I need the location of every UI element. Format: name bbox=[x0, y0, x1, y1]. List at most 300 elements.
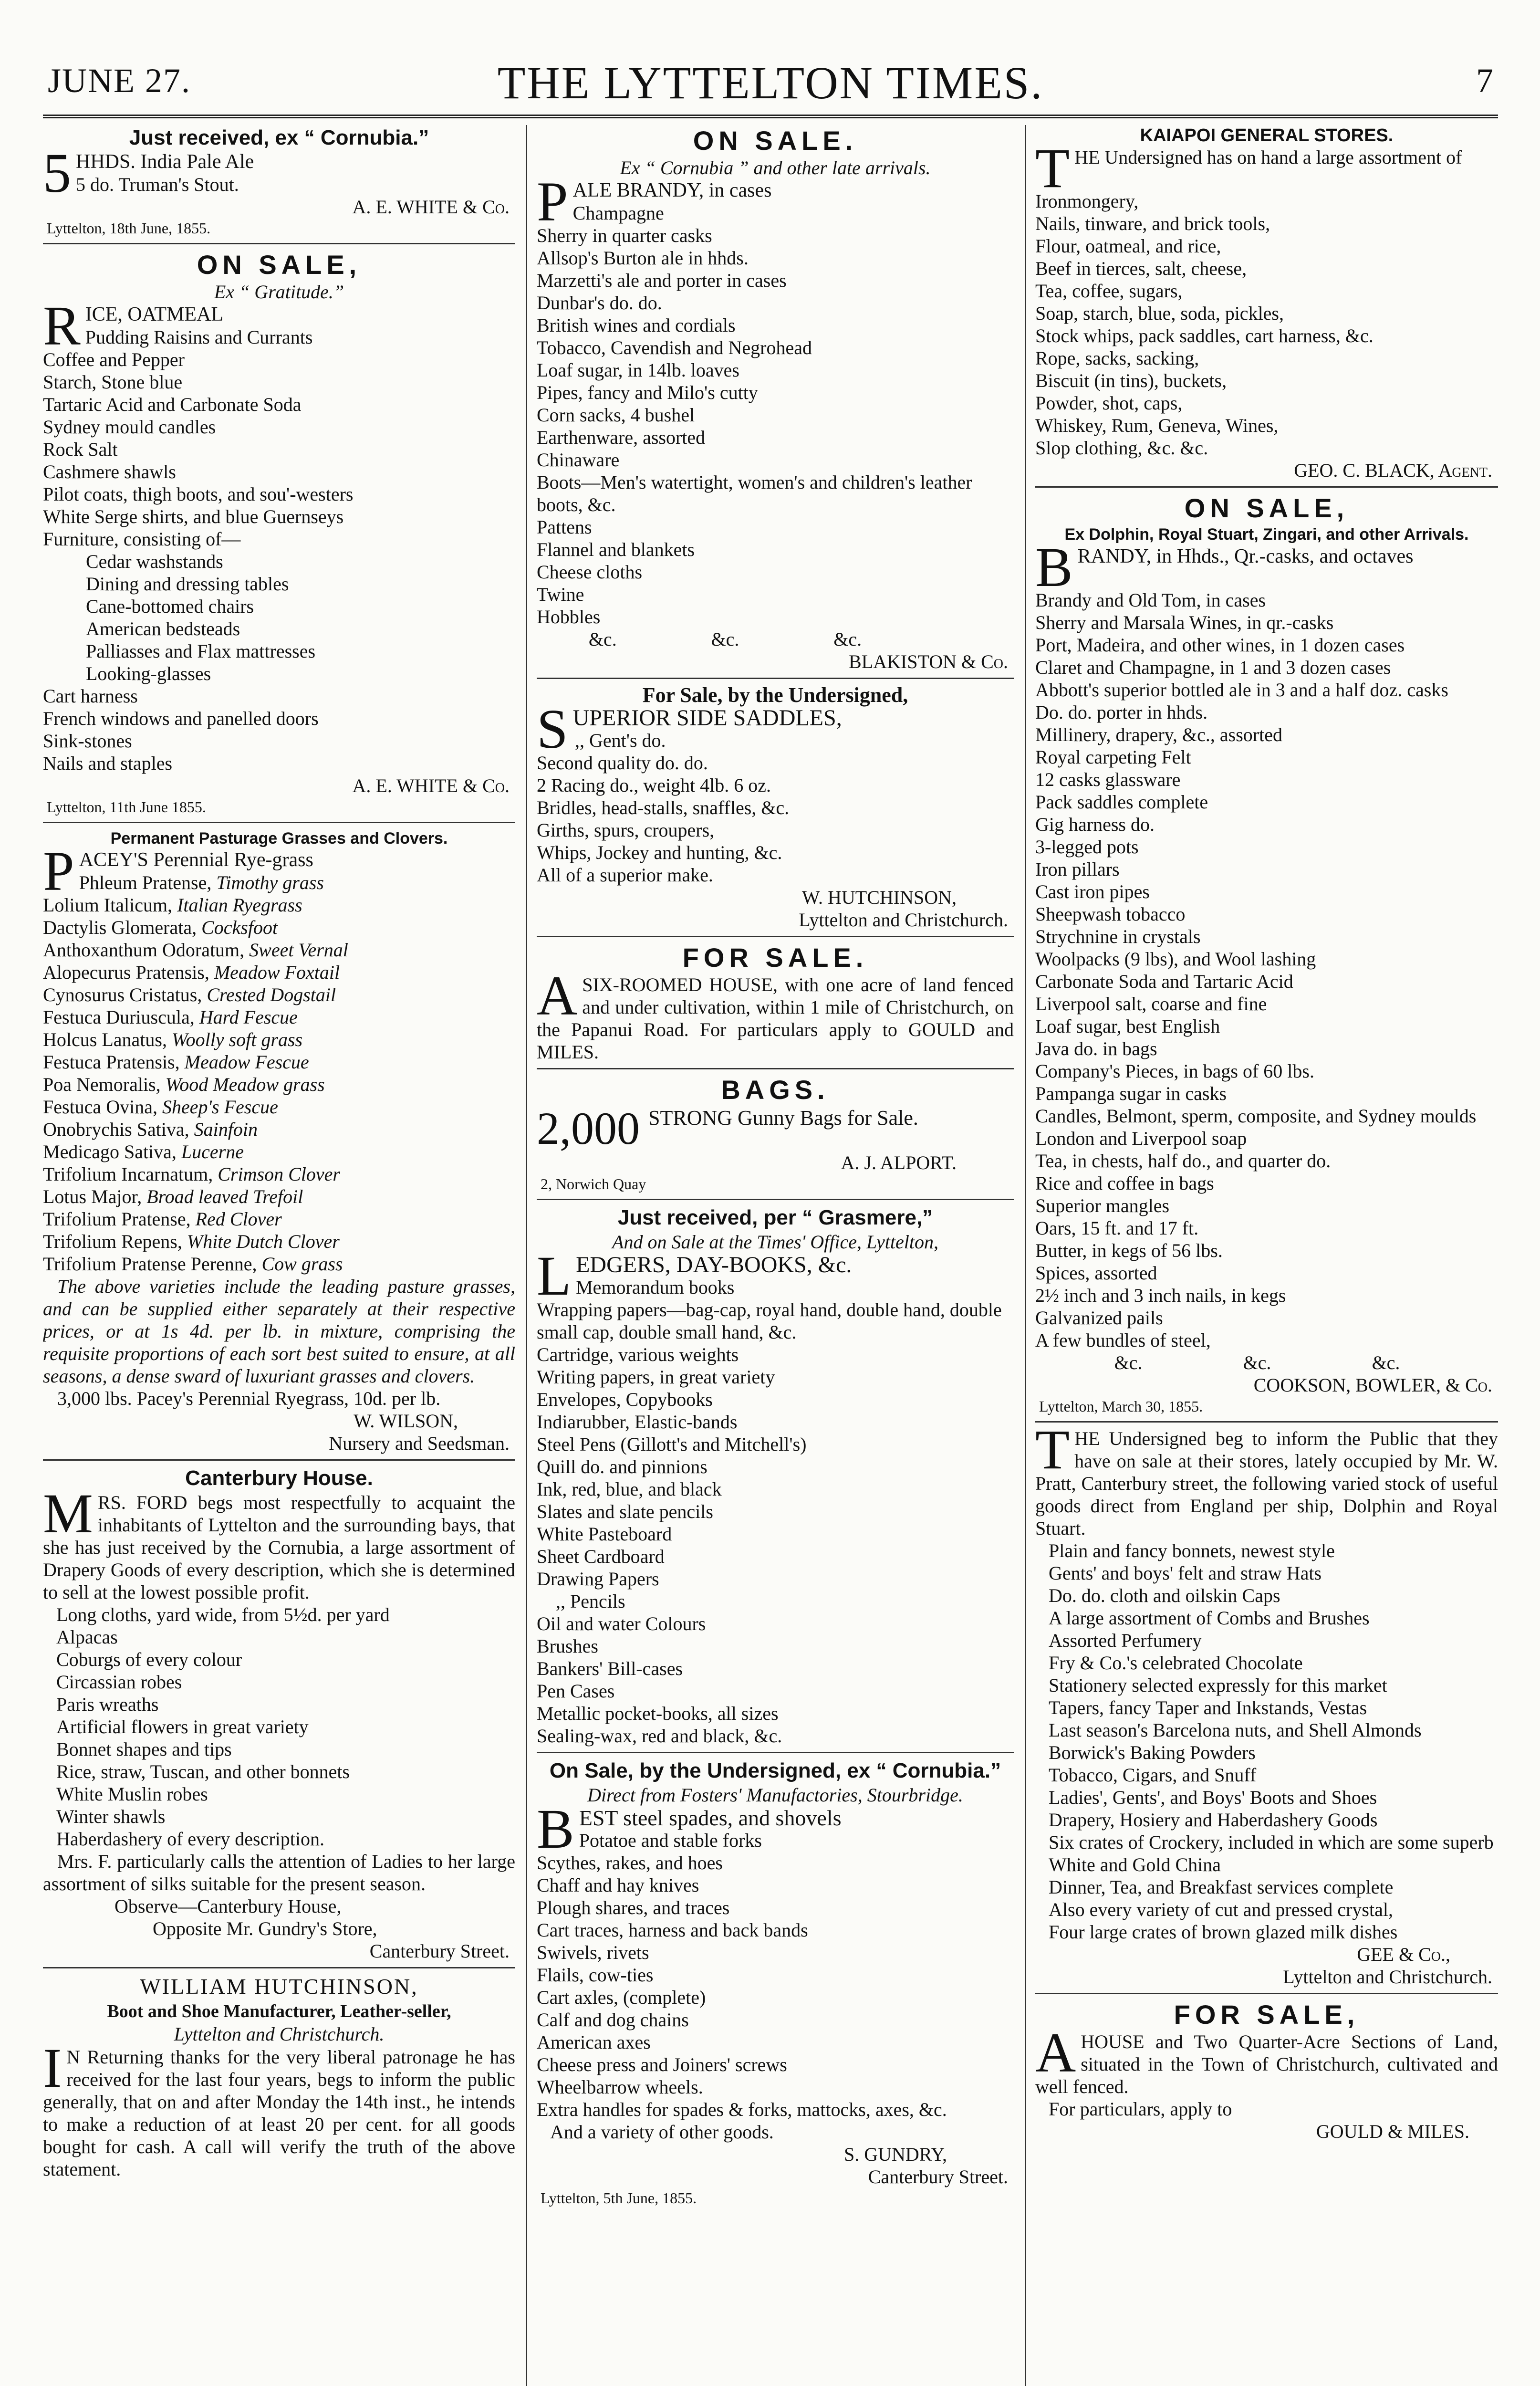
grass-common: Meadow Fescue bbox=[184, 1051, 309, 1073]
advert-line: ICE, OATMEAL bbox=[85, 303, 224, 325]
grass-item bbox=[43, 1096, 515, 1118]
advert-grasmere-stationery bbox=[537, 1199, 1014, 1747]
grass-common: Lucerne bbox=[181, 1141, 244, 1162]
advert-signature: S. GUNDRY, bbox=[844, 2144, 947, 2165]
grass-item bbox=[43, 984, 515, 1006]
grass-latin: Festuca Duriuscula, bbox=[43, 1006, 195, 1028]
advert-line: Cart harness bbox=[43, 685, 138, 707]
advert-line: Cart axles, (complete) bbox=[537, 1987, 706, 2008]
drop-cap: I bbox=[43, 2037, 62, 2099]
advert-line: Loaf sugar, best English bbox=[1035, 1015, 1220, 1037]
advert-line: Drawing Papers bbox=[537, 1568, 659, 1590]
drop-cap: L bbox=[537, 1245, 572, 1307]
advert-place: Lyttelton and Christchurch. bbox=[174, 2023, 385, 2045]
advert-line: Girths, spurs, croupers, bbox=[537, 819, 715, 841]
advert-address: Opposite Mr. Gundry's Store, bbox=[153, 1918, 377, 1939]
advert-line: Galvanized pails bbox=[1035, 1307, 1163, 1329]
advert-line: Beef in tierces, salt, cheese, bbox=[1035, 258, 1247, 279]
advert-body: RS. FORD begs most respectfully to acquaint the inhabitants of Lyttelton and the surrounding bays, that she has just received by the Cornubia, a large assortment of Drapery Goods of every description, which she is determined to sell at the lowest possible profit. bbox=[43, 1492, 515, 1603]
advert-line: Extra handles for spades & forks, mattocks, axes, &c. bbox=[537, 2099, 947, 2120]
advert-line: Circassian robes bbox=[56, 1671, 182, 1693]
advert-line: Looking-glasses bbox=[86, 663, 211, 684]
advert-heading: ON SALE. bbox=[693, 126, 858, 156]
advert-line: Borwick's Baking Powders bbox=[1049, 1742, 1256, 1763]
advert-body: HE Undersigned beg to inform the Public that they have on sale at their stores, lately occupied by Mr. W. Pratt, Canterbury street, the following varied stock of useful goods direct from England per ship, Dolphin and Royal Stuart. bbox=[1035, 1428, 1498, 1539]
grass-item bbox=[43, 1118, 515, 1141]
column-rule bbox=[526, 125, 527, 2386]
etc-line bbox=[1035, 1351, 1498, 1374]
advert-subheading: And on Sale at the Times' Office, Lyttelton, bbox=[612, 1231, 938, 1253]
advert-line: Pudding Raisins and Currants bbox=[85, 326, 313, 348]
advert-line: London and Liverpool soap bbox=[1035, 1128, 1247, 1149]
etc: &c. bbox=[1114, 1352, 1143, 1373]
advert-subheading: Ex “ Cornubia ” and other late arrivals. bbox=[620, 157, 931, 178]
etc: &c. bbox=[1243, 1352, 1271, 1373]
advert-line: Do. do. cloth and oilskin Caps bbox=[1049, 1585, 1280, 1606]
advert-line: Whiskey, Rum, Geneva, Wines, bbox=[1035, 415, 1279, 436]
advert-signature: BLAKISTON & Co. bbox=[849, 651, 1008, 672]
advert-line: Chinaware bbox=[537, 449, 620, 471]
advert-line: Sheet Cardboard bbox=[537, 1546, 665, 1567]
grass-latin: Poa Nemoralis, bbox=[43, 1074, 161, 1095]
advert-line: White Pasteboard bbox=[537, 1523, 672, 1545]
advert-line: ACEY'S Perennial Rye-grass bbox=[79, 849, 313, 871]
advert-line: Do. do. porter in hhds. bbox=[1035, 701, 1208, 723]
grass-item bbox=[43, 916, 515, 939]
grass-common: Cow grass bbox=[261, 1253, 343, 1275]
advert-heading: ON SALE, bbox=[1184, 493, 1349, 523]
advert-line: Furniture, consisting of— bbox=[43, 528, 241, 550]
advert-line: Brushes bbox=[537, 1635, 598, 1657]
advert-line: Coburgs of every colour bbox=[56, 1649, 242, 1670]
advert-body: N Returning thanks for the very liberal patronage he has received for the last four years, begs to inform the public generally, that on and after Monday the 14th inst., he intends to make a reduction of at least 20 per cent. for all goods bought for cash. A call will verify the truth of the above statement. bbox=[43, 2046, 515, 2180]
advert-line: Rope, sacks, sacking, bbox=[1035, 347, 1199, 369]
grass-common: White Dutch Clover bbox=[187, 1231, 340, 1252]
advert-line: Biscuit (in tins), buckets, bbox=[1035, 370, 1227, 391]
advert-line: Calf and dog chains bbox=[537, 2009, 689, 2030]
grass-common: Sheep's Fescue bbox=[162, 1096, 278, 1118]
advert-line: Pack saddles complete bbox=[1035, 791, 1208, 813]
advert-line: Allsop's Burton ale in hhds. bbox=[537, 247, 749, 269]
grass-common: Hard Fescue bbox=[199, 1006, 298, 1028]
etc: &c. bbox=[1372, 1352, 1400, 1373]
advert-line: American axes bbox=[537, 2031, 651, 2053]
advert-line: Bridles, head-stalls, snaffles, &c. bbox=[537, 797, 790, 818]
advert-signature: W. HUTCHINSON, bbox=[801, 887, 957, 908]
page-number: 7 bbox=[1476, 62, 1493, 100]
column-2 bbox=[537, 125, 1014, 2386]
advert-line: ALE BRANDY, in cases bbox=[572, 179, 772, 201]
advert-line: Long cloths, yard wide, from 5½d. per yard bbox=[56, 1604, 390, 1625]
advert-line: Royal carpeting Felt bbox=[1035, 746, 1191, 768]
advert-signature: W. WILSON, bbox=[354, 1410, 458, 1432]
advert-line: Ink, red, blue, and black bbox=[537, 1478, 722, 1500]
advert-line: Haberdashery of every description. bbox=[56, 1828, 324, 1850]
advert-line: Cast iron pipes bbox=[1035, 881, 1150, 902]
etc: &c. bbox=[588, 628, 617, 650]
advert-signature: GOULD & MILES. bbox=[1316, 2121, 1469, 2142]
advert-line: Cheese cloths bbox=[537, 561, 643, 583]
advert-six-roomed-house bbox=[537, 936, 1014, 1063]
advert-body: HE Undersigned has on hand a large assortment of bbox=[1074, 147, 1462, 168]
advert-line: Sealing-wax, red and black, &c. bbox=[537, 1725, 782, 1747]
advert-line: Pipes, fancy and Milo's cutty bbox=[537, 382, 758, 403]
advert-line: Rice and coffee in bags bbox=[1035, 1172, 1214, 1194]
grass-latin: Cynosurus Cristatus, bbox=[43, 984, 202, 1005]
advert-hutchinson-boots bbox=[43, 1967, 515, 2180]
drop-cap: T bbox=[1035, 1418, 1070, 1481]
advert-gee-and-co bbox=[1035, 1418, 1498, 1988]
advert-line: Wheelbarrow wheels. bbox=[537, 2076, 703, 2098]
advert-bags bbox=[537, 1068, 1014, 1194]
advert-line: Palliasses and Flax mattresses bbox=[86, 640, 316, 662]
advert-side-saddles bbox=[537, 678, 1014, 931]
advert-line: Tapers, fancy Taper and Inkstands, Vestas bbox=[1049, 1697, 1367, 1718]
advert-line: Carbonate Soda and Tartaric Acid bbox=[1035, 971, 1293, 992]
advert-line: Chaff and hay knives bbox=[537, 1874, 699, 1896]
grass-latin: Trifolium Incarnatum, bbox=[43, 1163, 213, 1185]
advert-line: Writing papers, in great variety bbox=[537, 1366, 775, 1388]
advert-line: Hobbles bbox=[537, 606, 601, 628]
advert-gundry-hardware bbox=[537, 1752, 1014, 2208]
advert-line: Flannel and blankets bbox=[537, 539, 695, 560]
advert-grasses bbox=[43, 822, 515, 1455]
advert-line: Quill do. and pinnions bbox=[537, 1456, 708, 1477]
grass-item bbox=[43, 1208, 515, 1230]
advert-line: Candles, Belmont, sperm, composite, and Sydney moulds bbox=[1035, 1105, 1477, 1127]
advert-line: Company's Pieces, in bags of 60 lbs. bbox=[1035, 1060, 1314, 1082]
grass-common: Italian Ryegrass bbox=[177, 894, 302, 916]
advert-line: Memorandum books bbox=[576, 1277, 735, 1298]
advert-line: Bonnet shapes and tips bbox=[56, 1738, 232, 1760]
advert-line: Metallic pocket-books, all sizes bbox=[537, 1703, 779, 1724]
advert-line: Dunbar's do. do. bbox=[537, 292, 662, 314]
advert-line: Swivels, rivets bbox=[537, 1942, 649, 1963]
advert-heading: Just received, per “ Grasmere,” bbox=[617, 1206, 933, 1229]
grass-latin: Lolium Italicum, bbox=[43, 894, 173, 916]
advert-line: Coffee and Pepper bbox=[43, 349, 185, 370]
advert-body: STRONG Gunny Bags for Sale. bbox=[648, 1106, 918, 1130]
grass-item bbox=[43, 1163, 515, 1185]
grass-item bbox=[43, 1185, 515, 1208]
drop-cap: P bbox=[43, 840, 74, 902]
advert-line: White Serge shirts, and blue Guernseys bbox=[43, 506, 344, 527]
advert-note: Mrs. F. particularly calls the attention of Ladies to her large assortment of silks suitable for the present season. bbox=[43, 1851, 515, 1894]
advert-line: Butter, in kegs of 56 lbs. bbox=[1035, 1240, 1223, 1261]
grass-common: Timothy grass bbox=[216, 872, 324, 893]
grass-latin: Festuca Pratensis, bbox=[43, 1051, 180, 1073]
advert-line: Corn sacks, 4 bushel bbox=[537, 404, 695, 426]
advert-line: Rice, straw, Tuscan, and other bonnets bbox=[56, 1761, 350, 1782]
advert-heading: Canterbury House. bbox=[185, 1466, 373, 1490]
advert-line: Earthenware, assorted bbox=[537, 427, 706, 448]
advert-observe: Observe—Canterbury House, bbox=[114, 1895, 342, 1917]
advert-line: Marzetti's ale and porter in cases bbox=[537, 270, 787, 291]
advert-line: British wines and cordials bbox=[537, 314, 736, 336]
advert-heading: ON SALE, bbox=[197, 250, 362, 280]
advert-line: Woolpacks (9 lbs), and Wool lashing bbox=[1035, 948, 1316, 970]
advert-line: Flour, oatmeal, and rice, bbox=[1035, 235, 1221, 257]
grass-latin: Onobrychis Sativa, bbox=[43, 1119, 189, 1140]
advert-line: Flails, cow-ties bbox=[537, 1964, 654, 1986]
grass-item bbox=[43, 1230, 515, 1253]
advert-line: Slates and slate pencils bbox=[537, 1501, 713, 1522]
advert-line: Potatoe and stable forks bbox=[579, 1830, 762, 1851]
advert-heading: Permanent Pasturage Grasses and Clovers. bbox=[110, 829, 448, 848]
masthead bbox=[43, 56, 1498, 109]
grass-latin: Festuca Ovina, bbox=[43, 1096, 157, 1118]
advert-line: Last season's Barcelona nuts, and Shell Almonds bbox=[1049, 1719, 1422, 1741]
advert-line: Slop clothing, &c. &c. bbox=[1035, 437, 1208, 459]
etc: &c. bbox=[711, 628, 739, 650]
advert-line: Claret and Champagne, in 1 and 3 dozen cases bbox=[1035, 657, 1391, 678]
advert-line: Cashmere shawls bbox=[43, 461, 176, 482]
drop-cap: P bbox=[537, 170, 568, 233]
advert-line: Sherry and Marsala Wines, in qr.-casks bbox=[1035, 612, 1334, 633]
bags-quantity: 2,000 bbox=[537, 1103, 640, 1154]
advert-line: Drapery, Hosiery and Haberdashery Goods bbox=[1049, 1809, 1378, 1831]
advert-line: Ironmongery, bbox=[1035, 190, 1139, 212]
advert-line: 3-legged pots bbox=[1035, 836, 1139, 858]
advert-line: Sherry in quarter casks bbox=[537, 225, 712, 246]
advert-line: Cane-bottomed chairs bbox=[86, 596, 254, 617]
grass-item bbox=[43, 1006, 515, 1028]
advert-line: Cheese press and Joiners' screws bbox=[537, 2054, 787, 2075]
advert-heading: For Sale, by the Undersigned, bbox=[642, 683, 908, 707]
drop-cap: R bbox=[43, 294, 81, 357]
advert-line: 2 Racing do., weight 4lb. 6 oz. bbox=[537, 774, 771, 796]
advert-line: Winter shawls bbox=[56, 1806, 166, 1827]
grass-latin: Alopecurus Pratensis, bbox=[43, 962, 209, 983]
grass-latin: Holcus Lanatus, bbox=[43, 1029, 167, 1050]
advert-line: Dining and dressing tables bbox=[86, 573, 289, 595]
advert-line: Starch, Stone blue bbox=[43, 371, 183, 393]
grass-common: Meadow Foxtail bbox=[214, 962, 340, 983]
etc-line bbox=[537, 628, 1014, 650]
advert-heading: KAIAPOI GENERAL STORES. bbox=[1140, 126, 1394, 146]
advert-ale bbox=[43, 125, 515, 238]
grass-common: Broad leaved Trefoil bbox=[146, 1186, 303, 1207]
advert-line: Tobacco, Cigars, and Snuff bbox=[1049, 1764, 1257, 1786]
advert-line: 5 do. Truman's Stout. bbox=[76, 174, 239, 195]
advert-line: Plain and fancy bonnets, newest style bbox=[1049, 1540, 1335, 1561]
advert-line: HHDS. India Pale Ale bbox=[76, 151, 254, 173]
drop-cap: A bbox=[537, 964, 578, 1027]
advert-line: Cart traces, harness and back bands bbox=[537, 1919, 808, 1941]
grass-common: Crested Dogstail bbox=[207, 984, 336, 1005]
advert-house-quarter-acre bbox=[1035, 1993, 1498, 2143]
grass-common: Woolly soft grass bbox=[171, 1029, 303, 1050]
advert-line: EDGERS, DAY-BOOKS, &c. bbox=[576, 1252, 852, 1277]
advert-line: Alpacas bbox=[56, 1626, 118, 1648]
advert-line: ,, Pencils bbox=[556, 1591, 625, 1612]
advert-date: Lyttelton, 11th June 1855. bbox=[47, 798, 206, 816]
etc: &c. bbox=[833, 628, 862, 650]
advert-heading: FOR SALE, bbox=[1174, 1999, 1360, 2030]
drop-cap: B bbox=[1035, 536, 1073, 598]
advert-signature-line: Lyttelton and Christchurch. bbox=[1283, 1966, 1492, 1988]
grass-latin: Trifolium Repens, bbox=[43, 1231, 182, 1252]
grass-common: Sainfoin bbox=[194, 1119, 258, 1140]
advert-line: Sydney mould candles bbox=[43, 416, 216, 438]
advert-line: Rock Salt bbox=[43, 439, 118, 460]
advert-line: Paris wreaths bbox=[56, 1694, 159, 1715]
advert-line: Stock whips, pack saddles, cart harness, &c. bbox=[1035, 325, 1374, 346]
advert-line: Wrapping papers—bag-cap, royal hand, double hand, double small cap, double small hand, &c. bbox=[537, 1299, 1002, 1343]
grass-latin: Anthoxanthum Odoratum, bbox=[43, 939, 245, 961]
advert-heading: FOR SALE. bbox=[682, 942, 868, 973]
column-1 bbox=[43, 125, 515, 2386]
advert-line: Cartridge, various weights bbox=[537, 1344, 739, 1365]
drop-cap: S bbox=[537, 698, 568, 760]
advert-line: And a variety of other goods. bbox=[550, 2121, 774, 2143]
grass-latin: Lotus Major, bbox=[43, 1186, 142, 1207]
drop-cap: T bbox=[1035, 137, 1070, 199]
grass-item bbox=[43, 1073, 515, 1096]
advert-line: Pampanga sugar in casks bbox=[1035, 1083, 1227, 1104]
advert-line: Steel Pens (Gillott's and Mitchell's) bbox=[537, 1434, 807, 1455]
grass-item bbox=[43, 1141, 515, 1163]
advert-line: Spices, assorted bbox=[1035, 1262, 1157, 1284]
advert-line: Java do. in bags bbox=[1035, 1038, 1157, 1059]
advert-line: Assorted Perfumery bbox=[1049, 1630, 1202, 1651]
drop-cap: B bbox=[537, 1798, 574, 1860]
advert-date: Lyttelton, 5th June, 1855. bbox=[541, 2189, 697, 2207]
advert-apply: For particulars, apply to bbox=[1049, 2098, 1232, 2120]
grass-item bbox=[43, 1253, 515, 1275]
advert-line: White Muslin robes bbox=[56, 1783, 208, 1805]
advert-line: Bankers' Bill-cases bbox=[537, 1658, 683, 1679]
advert-date: Lyttelton, 18th June, 1855. bbox=[47, 220, 211, 237]
advert-date: Lyttelton, March 30, 1855. bbox=[1039, 1398, 1203, 1415]
advert-line: Superior mangles bbox=[1035, 1195, 1170, 1216]
advert-line: Gig harness do. bbox=[1035, 814, 1155, 835]
advert-signature: A. E. WHITE & Co. bbox=[352, 775, 510, 796]
advert-line: Pilot coats, thigh boots, and sou'-westers bbox=[43, 483, 354, 505]
advert-address: 2, Norwich Quay bbox=[541, 1175, 646, 1193]
advert-line: Second quality do. do. bbox=[537, 752, 708, 774]
advert-line: UPERIOR SIDE SADDLES, bbox=[572, 705, 842, 731]
advert-subheading: Ex “ Gratitude.” bbox=[214, 281, 344, 303]
advert-line: Millinery, drapery, &c., assorted bbox=[1035, 724, 1282, 745]
advert-pale-brandy bbox=[537, 125, 1014, 673]
grass-common: Crimson Clover bbox=[218, 1163, 340, 1185]
advert-line: American bedsteads bbox=[86, 618, 240, 639]
advert-body: RANDY, in Hhds., Qr.-casks, and octaves bbox=[1077, 545, 1414, 567]
advert-heading: BAGS. bbox=[721, 1075, 830, 1105]
advert-line: Ladies', Gents', and Boys' Boots and Shoes bbox=[1049, 1787, 1377, 1808]
advert-line: Scythes, rakes, and hoes bbox=[537, 1852, 723, 1873]
advert-heading: WILLIAM HUTCHINSON, bbox=[140, 1974, 418, 1999]
advert-line: Tea, coffee, sugars, bbox=[1035, 280, 1183, 302]
grass-item bbox=[43, 871, 515, 894]
advert-line: All of a superior make. bbox=[537, 864, 713, 886]
advert-line: Nails and staples bbox=[43, 753, 173, 774]
advert-kaiapoi-stores bbox=[1035, 125, 1498, 481]
grass-common: Wood Meadow grass bbox=[165, 1074, 325, 1095]
advert-body: SIX-ROOMED HOUSE, with one acre of land fenced and under cultivation, within 1 mile of Christchurch, on the Papanui Road. For particulars apply to GOULD and MILES. bbox=[537, 974, 1014, 1063]
advert-line: Oil and water Colours bbox=[537, 1613, 706, 1634]
grass-latin: Trifolium Pratense, bbox=[43, 1208, 191, 1230]
advert-line: Stationery selected expressly for this market bbox=[1049, 1674, 1387, 1696]
grass-common: Red Clover bbox=[195, 1208, 282, 1230]
advert-line: Also every variety of cut and pressed crystal, bbox=[1049, 1899, 1393, 1920]
advert-line: A large assortment of Combs and Brushes bbox=[1049, 1607, 1370, 1629]
advert-line: Envelopes, Copybooks bbox=[537, 1389, 713, 1410]
grass-latin: Dactylis Glomerata, bbox=[43, 917, 197, 938]
masthead-rule bbox=[43, 115, 1498, 118]
advert-line: Port, Madeira, and other wines, in 1 dozen cases bbox=[1035, 634, 1405, 656]
grass-common: Cocksfoot bbox=[201, 917, 278, 938]
advert-line: Tea, in chests, half do., and quarter do. bbox=[1035, 1150, 1331, 1172]
advert-line: ,, Gent's do. bbox=[575, 730, 666, 751]
drop-cap: A bbox=[1035, 2021, 1076, 2084]
advert-signature-line: Nursery and Seedsman. bbox=[329, 1433, 510, 1454]
advert-line: Gents' and boys' felt and straw Hats bbox=[1049, 1562, 1322, 1584]
advert-line: Champagne bbox=[572, 202, 664, 224]
grass-item bbox=[43, 894, 515, 916]
advert-line: Dinner, Tea, and Breakfast services complete bbox=[1049, 1876, 1394, 1898]
advert-signature: A. E. WHITE & Co. bbox=[352, 196, 510, 218]
advert-subheading: Ex Dolphin, Royal Stuart, Zingari, and other Arrivals. bbox=[1064, 525, 1469, 544]
advert-line: Abbott's superior bottled ale in 3 and a half doz. casks bbox=[1035, 679, 1448, 701]
advert-line: Strychnine in crystals bbox=[1035, 926, 1201, 947]
advert-line: Plough shares, and traces bbox=[537, 1897, 730, 1918]
advert-line: 2½ inch and 3 inch nails, in kegs bbox=[1035, 1285, 1286, 1306]
advert-line: Pen Cases bbox=[537, 1680, 615, 1702]
advert-line: Powder, shot, caps, bbox=[1035, 392, 1183, 414]
advert-line: Iron pillars bbox=[1035, 858, 1120, 880]
advert-cookson-bowler bbox=[1035, 486, 1498, 1416]
advert-signature: GEE & Co., bbox=[1357, 1944, 1450, 1965]
advert-subheading: Direct from Fosters' Manufactories, Stourbridge. bbox=[587, 1784, 963, 1806]
advert-line: Fry & Co.'s celebrated Chocolate bbox=[1049, 1652, 1303, 1674]
advert-signature: GEO. C. BLACK, Agent. bbox=[1294, 460, 1492, 481]
advert-line: French windows and panelled doors bbox=[43, 708, 319, 729]
column-rule bbox=[1025, 125, 1026, 2386]
advert-price: 3,000 lbs. Pacey's Perennial Ryegrass, 10d. per lb. bbox=[57, 1388, 441, 1409]
advert-line: Boots—Men's watertight, women's and children's leather boots, &c. bbox=[537, 471, 972, 515]
advert-body: HOUSE and Two Quarter-Acre Sections of Land, situated in the Town of Christchurch, cultivated and well fenced. bbox=[1035, 2031, 1498, 2097]
advert-line: Four large crates of brown glazed milk dishes bbox=[1049, 1921, 1398, 1943]
grass-latin: Trifolium Pratense Perenne, bbox=[43, 1253, 257, 1275]
advert-gratitude bbox=[43, 243, 515, 817]
advert-heading: Just received, ex “ Cornubia.” bbox=[129, 126, 429, 149]
advert-line: 12 casks glassware bbox=[1035, 769, 1181, 790]
grass-item bbox=[43, 1051, 515, 1073]
advert-line: Brandy and Old Tom, in cases bbox=[1035, 589, 1266, 611]
advert-line: Tartaric Acid and Carbonate Soda bbox=[43, 394, 302, 415]
advert-heading: On Sale, by the Undersigned, ex “ Cornubia.” bbox=[549, 1759, 1001, 1782]
advert-line: Liverpool salt, coarse and fine bbox=[1035, 993, 1267, 1015]
advert-line: Nails, tinware, and brick tools, bbox=[1035, 213, 1270, 234]
advert-line: Tobacco, Cavendish and Negrohead bbox=[537, 337, 812, 358]
advert-signature: COOKSON, BOWLER, & Co. bbox=[1253, 1374, 1492, 1396]
advert-street: Canterbury Street. bbox=[369, 1940, 510, 1962]
advert-line: Six crates of Crockery, included in which are some superb White and Gold China bbox=[1049, 1831, 1494, 1875]
grass-item bbox=[43, 1028, 515, 1051]
advert-note: The above varieties include the leading pasture grasses, and can be supplied either separately at their respective prices, or at 1s 4d. per lb. in mixture, comprising the requisite proportions of each sort best suited to ensure, at all seasons, a dense sward of luxuriant grasses and clovers. bbox=[43, 1276, 515, 1387]
advert-line: A few bundles of steel, bbox=[1035, 1329, 1211, 1351]
grass-latin: Phleum Pratense, bbox=[79, 872, 212, 893]
advert-line: Oars, 15 ft. and 17 ft. bbox=[1035, 1217, 1199, 1239]
advert-line: Whips, Jockey and hunting, &c. bbox=[537, 842, 782, 863]
drop-cap: M bbox=[43, 1482, 93, 1545]
advert-line: Sheepwash tobacco bbox=[1035, 903, 1186, 925]
grass-latin: Medicago Sativa, bbox=[43, 1141, 177, 1162]
advert-signature: A. J. ALPORT. bbox=[841, 1152, 957, 1173]
advert-line: EST steel spades, and shovels bbox=[579, 1806, 842, 1830]
